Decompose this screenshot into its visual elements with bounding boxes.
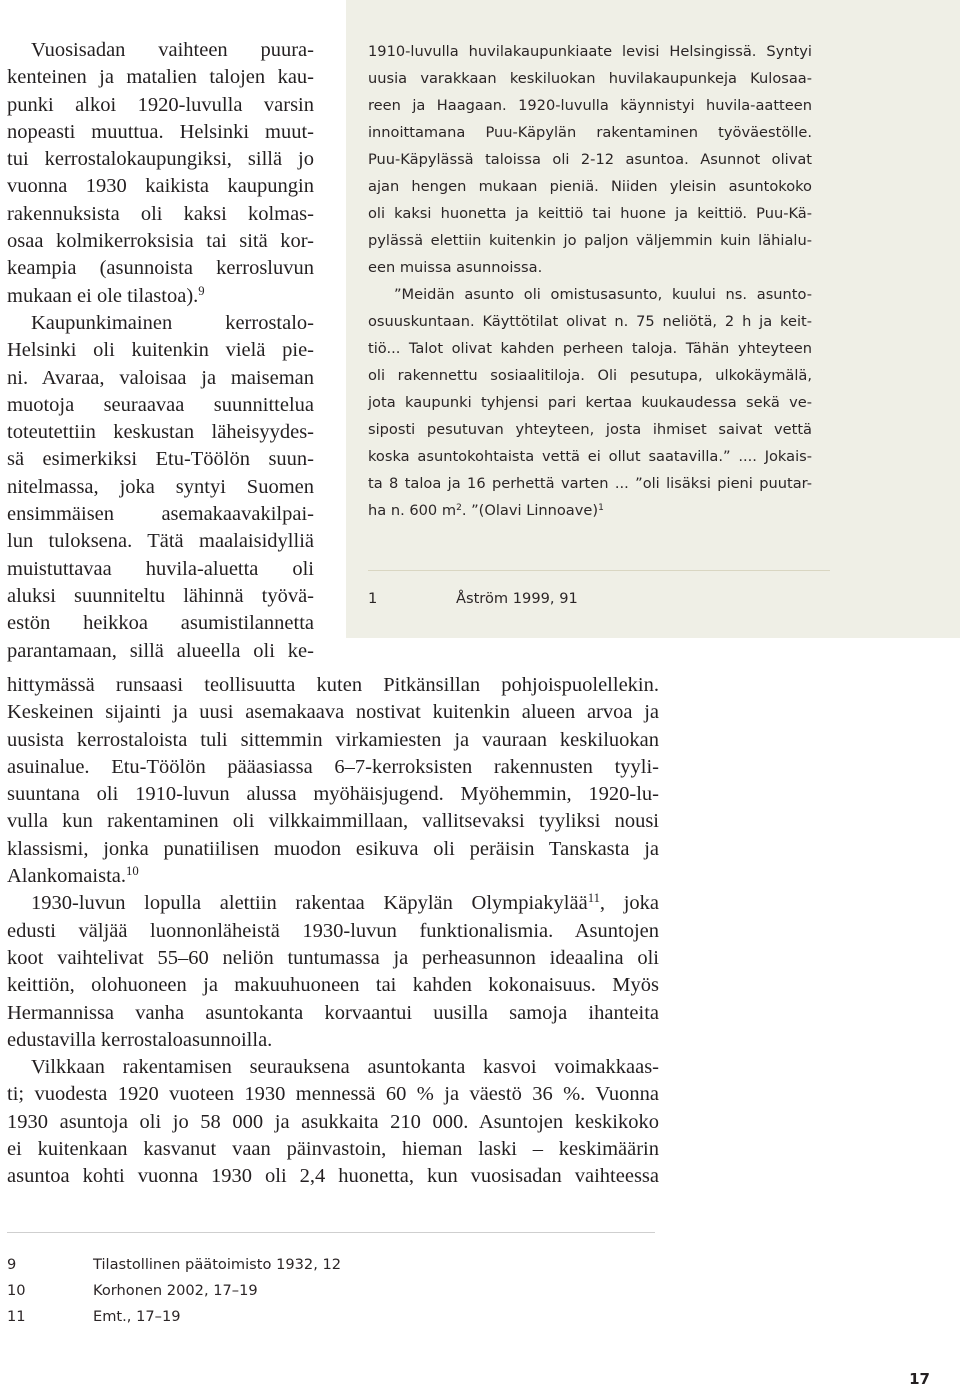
text-line — [368, 416, 812, 443]
text-line — [368, 119, 812, 146]
line-text: ta 8 taloa ja 16 perhettä varten ... ”oli lisäksi pieni puutar- — [368, 475, 812, 492]
text-line — [7, 638, 314, 665]
line-text: koot vaihtelivat 55–60 neliön tuntumassa ja perheasunnon ideaalina oli — [7, 946, 659, 969]
line-text: Kaupunkimainen kerrostalo- — [31, 311, 314, 334]
text-line — [7, 501, 314, 528]
line-text-continued: , joka — [599, 892, 660, 915]
sidebar-footnote-text: Åström 1999, 91 — [456, 590, 578, 607]
line-text: osuuskuntaan. Käyttötilat olivat n. 75 neliötä, 2 h ja keit- — [368, 313, 812, 330]
body-text-narrow-column — [7, 37, 314, 665]
text-line — [7, 310, 314, 337]
line-text: uusista kerrostaloista tuli sittemmin virkamiesten ja vauraan keskiluokan — [7, 728, 659, 751]
line-text: aluksi suunniteltu lähinnä työvä- — [7, 584, 314, 607]
text-line — [7, 972, 659, 999]
line-text: kenteinen ja matalien talojen kau- — [7, 66, 314, 89]
line-text: Hermannissa vanha asuntokanta korvaantui uusilla samoja ihanteita — [7, 1001, 659, 1024]
text-line — [7, 836, 659, 863]
line-text: hittymässä runsaasi teollisuutta kuten Pitkänsillan pohjoispuolellekin. — [7, 674, 659, 696]
text-line — [368, 65, 812, 92]
text-line — [7, 1163, 659, 1190]
line-text: koska asuntokohtaista vettä ei ollut saatavilla.” .... Jokais- — [368, 448, 812, 465]
line-text: innoittamana Puu-Käpylän rakentaminen työväestölle. — [368, 124, 812, 141]
text-line — [7, 699, 659, 726]
line-text: rakennuksista oli kaksi kolmas- — [7, 202, 314, 225]
text-line — [368, 92, 812, 119]
line-text: vulla kun rakentaminen oli vilkkaimmillaan, vallitsevaksi tyyliksi nousi — [7, 810, 659, 833]
line-text: pylässä elettiin kuitenkin jo paljon väljemmin kuin lähialu- — [368, 232, 812, 249]
line-text: toteutettiin keskustan läheisyydes- — [7, 421, 314, 444]
text-line — [7, 337, 314, 364]
line-text: punki alkoi 1920-luvulla varsin — [7, 93, 314, 116]
footnote-ref: 1 — [598, 503, 604, 514]
sidebar-box — [346, 0, 960, 638]
line-text: 1910-luvulla huvilakaupunkiaate levisi Helsingissä. Syntyi — [368, 43, 812, 60]
line-text: klassismi, jonka punatiilisen muodon esikuva oli peräisin Tanskasta ja — [7, 837, 659, 860]
line-text: mukaan ei ole tilastoa). — [7, 284, 199, 307]
footnote-text: Tilastollinen päätoimisto 1932, 12 — [93, 1256, 342, 1273]
line-text: Keskeinen sijainti ja uusi asemakaava nostivat kuitenkin alueen arvoa ja — [7, 701, 659, 724]
sidebar-divider — [368, 570, 830, 571]
line-text: ha n. 600 m — [368, 502, 457, 519]
text-line — [7, 283, 314, 310]
line-text: jota kaupunki tyhjensi pari kertaa kuukaudessa sekä ve- — [368, 394, 812, 411]
text-line — [7, 92, 314, 119]
text-line — [7, 610, 314, 637]
line-text: siposti pesutuvan yhteyteen, josta ihmiset saivat vettä — [368, 421, 812, 438]
line-text: parantamaan, sillä alueella oli ke- — [7, 639, 314, 662]
line-text: uusia varakkaan keskiluokan huvilakaupunkeja Kulosaa- — [368, 70, 812, 87]
text-line — [368, 254, 812, 281]
text-line — [7, 1027, 659, 1054]
line-text: tiö... Talot olivat kahden perheen taloja. Tähän yhteyteen — [368, 340, 812, 357]
text-line — [7, 365, 314, 392]
line-text: ajan hengen mukaan pieniä. Niiden yleisin asuntokoko — [368, 178, 812, 195]
line-text: sä esimerkiksi Etu-Töölön suun- — [7, 448, 314, 471]
text-line — [368, 335, 812, 362]
text-line — [7, 1136, 659, 1163]
text-line — [7, 672, 659, 699]
text-line — [368, 443, 812, 470]
footnote-text: Korhonen 2002, 17–19 — [93, 1282, 258, 1299]
footnote-ref: 9 — [198, 283, 205, 298]
line-text: ti; vuodesta 1920 vuoteen 1930 mennessä 60 % ja väestö 36 %. Vuonna — [7, 1083, 659, 1106]
line-text: oli rakennettu sosiaalitiloja. Oli pesutupa, ulkokäymälä, — [368, 367, 812, 384]
line-text: keittiön, olohuoneen ja makuuhuoneen tai kahden kokonaisuus. Myös — [7, 974, 659, 997]
text-line — [7, 64, 314, 91]
footnote-text: Emt., 17–19 — [93, 1308, 181, 1325]
text-line — [7, 173, 314, 200]
text-line — [7, 918, 659, 945]
text-line — [7, 392, 314, 419]
text-line — [368, 470, 812, 497]
line-text: nitelmassa, joka syntyi Suomen — [7, 475, 314, 498]
line-text: tui kerrostalokaupungiksi, sillä jo — [7, 148, 314, 171]
line-text: Puu-Käpylässä taloissa oli 2-12 asuntoa. Asunnot olivat — [368, 151, 812, 168]
line-text: estön heikkoa asumistilannetta — [7, 612, 314, 635]
page-number: 17 — [909, 1370, 930, 1388]
footnote-ref: 11 — [587, 891, 600, 906]
text-line — [7, 201, 314, 228]
text-line — [368, 146, 812, 173]
line-text: een muissa asunnoissa. — [368, 259, 543, 276]
text-line — [368, 38, 812, 65]
footnote-number: 10 — [7, 1282, 26, 1299]
text-line — [7, 37, 314, 64]
text-line — [7, 228, 314, 255]
line-text: ”Meidän asunto oli omistusasunto, kuului ns. asunto- — [394, 286, 812, 303]
line-text: nopeasti muuttua. Helsinki muut- — [7, 120, 314, 143]
text-line — [7, 474, 314, 501]
line-text: oli kaksi huonetta ja keittiö tai huone ja keittiö. Puu-Kä- — [368, 205, 812, 222]
text-line — [7, 119, 314, 146]
text-line — [7, 781, 659, 808]
footnote-divider — [7, 1232, 655, 1233]
sidebar-footnote-number: 1 — [368, 590, 378, 607]
text-line — [368, 227, 812, 254]
text-line — [7, 528, 314, 555]
text-line — [7, 146, 314, 173]
line-text: Helsinki oli kuitenkin vielä pie- — [7, 339, 314, 362]
line-text: 1930-luvun lopulla alettiin rakentaa Käpylän Olympiakylää — [31, 892, 588, 915]
body-text-full-width — [7, 672, 659, 1191]
text-line — [7, 945, 659, 972]
line-text: osaa kolmikerroksisia tai sitä kor- — [7, 230, 314, 253]
line-text: edustavilla kerrostaloasunnoilla. — [7, 1028, 273, 1051]
text-line — [7, 583, 314, 610]
text-line — [7, 419, 314, 446]
line-text: muistuttavaa huvila-aluetta oli — [7, 557, 314, 580]
text-line — [7, 863, 659, 890]
text-line — [368, 200, 812, 227]
text-line — [368, 389, 812, 416]
line-text-continued: . ”(Olavi Linnoave) — [461, 502, 599, 519]
footnote-number: 9 — [7, 1256, 17, 1273]
text-line — [368, 362, 812, 389]
line-text: Alankomaista. — [7, 865, 126, 888]
text-line — [368, 308, 812, 335]
text-line — [7, 1081, 659, 1108]
line-text: reen ja Haagaan. 1920-luvulla käynnistyi huvila-aatteen — [368, 97, 812, 114]
line-text: vuonna 1930 kaikista kaupungin — [7, 175, 314, 198]
line-text: asuinalue. Etu-Töölön pääasiassa 6–7-kerroksisten rakennusten tyyli- — [7, 755, 659, 778]
text-line — [368, 281, 812, 308]
line-text: keampia (asunnoista kerrosluvun — [7, 257, 314, 280]
text-line — [7, 754, 659, 781]
line-text: muotoja seuraavaa suunnittelua — [7, 393, 314, 416]
line-text: lun tuloksena. Tätä maalaisidylliä — [7, 530, 314, 553]
footnote-ref: 10 — [126, 864, 139, 879]
text-line — [7, 808, 659, 835]
footnote-number: 11 — [7, 1308, 26, 1325]
text-line — [7, 1000, 659, 1027]
line-text: suuntana oli 1910-luvun alussa myöhäisjugend. Myöhemmin, 1920-lu- — [7, 783, 659, 806]
text-line — [7, 446, 314, 473]
text-line — [7, 1054, 659, 1081]
text-line — [7, 1109, 659, 1136]
text-line — [368, 497, 812, 524]
text-line — [7, 727, 659, 754]
text-line — [7, 255, 314, 282]
text-line — [7, 890, 659, 917]
footnote-ref: 2 — [456, 503, 462, 514]
sidebar-text — [368, 38, 812, 524]
line-text: ensimmäisen asemakaavakilpai- — [7, 503, 314, 526]
line-text: edusti väljää luonnonläheistä 1930-luvun funktionalismia. Asuntojen — [7, 919, 659, 942]
line-text: asuntoa kohti vuonna 1930 oli 2,4 huonetta, kun vuosisadan vaihteessa — [7, 1165, 659, 1188]
line-text: 1930 asuntoja oli jo 58 000 ja asukkaita 210 000. Asuntojen keskikoko — [7, 1110, 659, 1133]
text-line — [7, 556, 314, 583]
line-text: Vuosisadan vaihteen puura- — [31, 39, 314, 61]
line-text: Vilkkaan rakentamisen seurauksena asuntokanta kasvoi voimakkaas- — [31, 1056, 659, 1079]
line-text: ni. Avaraa, valoisaa ja maiseman — [7, 366, 314, 389]
text-line — [368, 173, 812, 200]
line-text: ei kuitenkaan kasvanut vaan päinvastoin, hieman laski – keskimäärin — [7, 1138, 659, 1161]
